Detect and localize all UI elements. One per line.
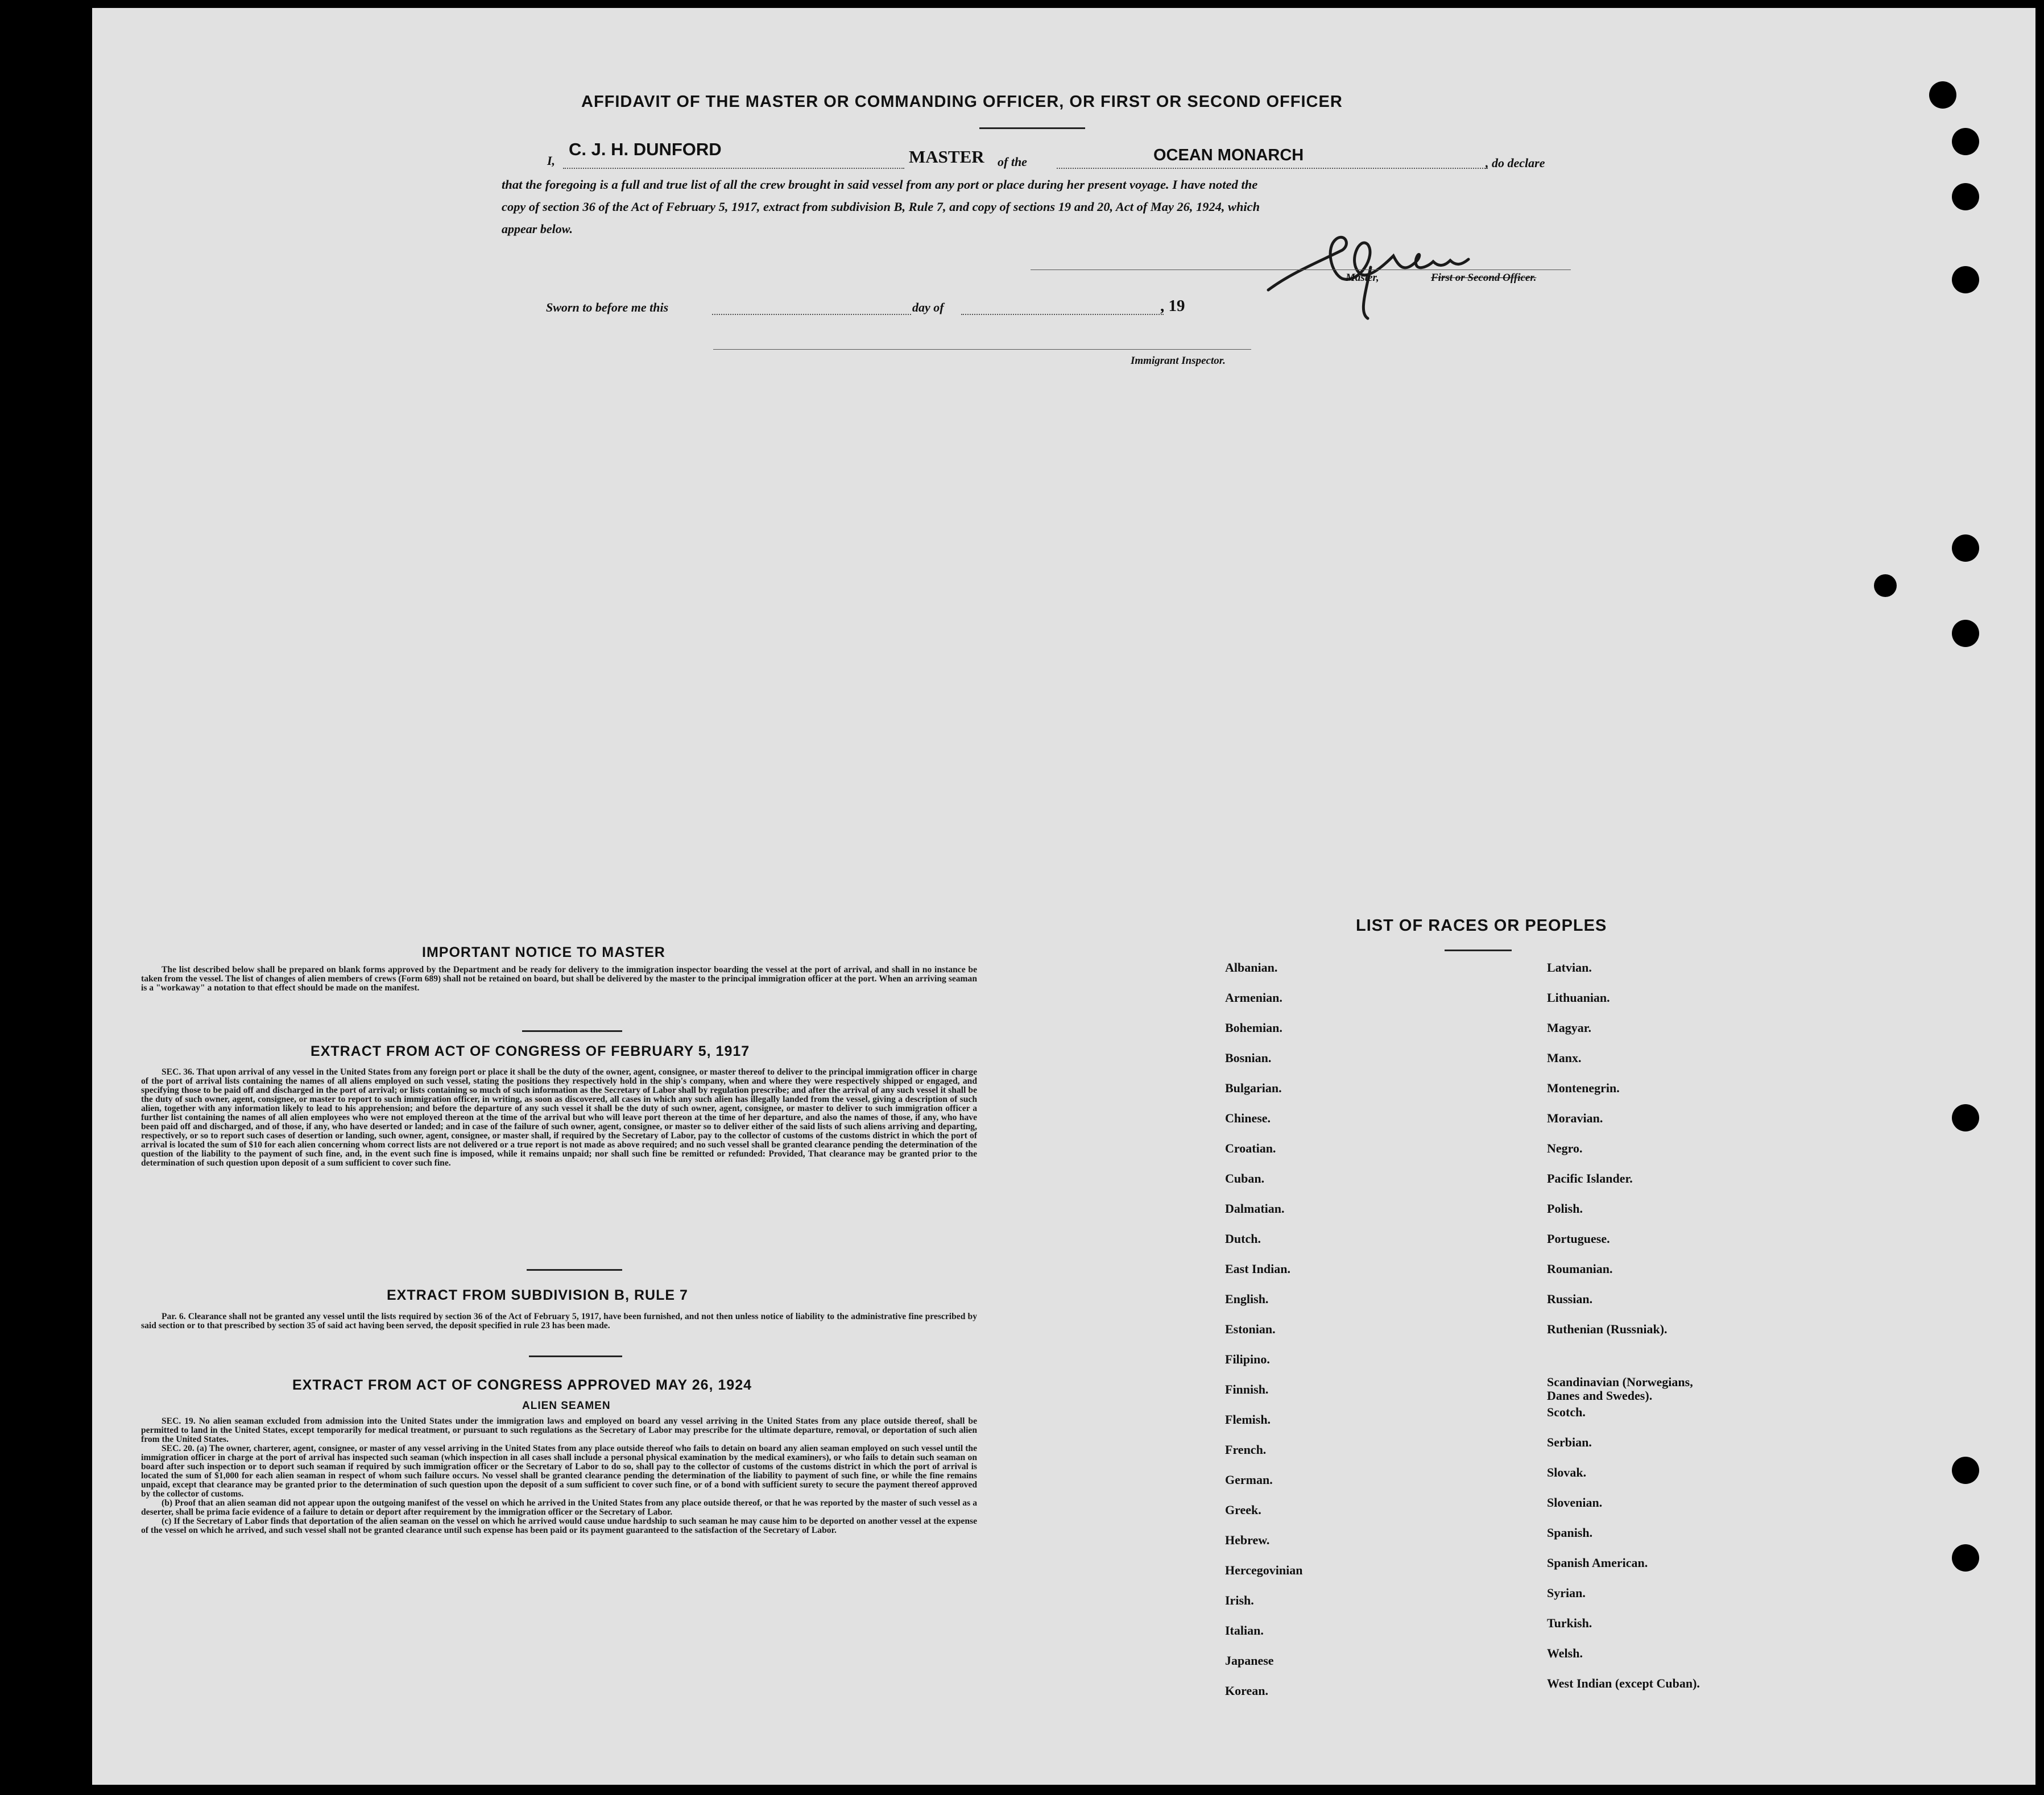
- race-item: Polish.: [1547, 1201, 1583, 1216]
- race-item: Latvian.: [1547, 960, 1592, 975]
- sworn-month-line: [961, 314, 1164, 315]
- name-line: [563, 168, 904, 169]
- race-item: Hebrew.: [1225, 1533, 1270, 1547]
- pronoun: I,: [547, 154, 556, 168]
- race-item: Irish.: [1225, 1593, 1254, 1607]
- race-item: East Indian.: [1225, 1262, 1290, 1276]
- extract-1917-title: EXTRACT FROM ACT OF CONGRESS OF FEBRUARY 5, 1917: [311, 1043, 750, 1059]
- race-item: Slovak.: [1547, 1465, 1587, 1479]
- section-19-paragraph: SEC. 19. No alien seaman excluded from admission into the United States under the immigration laws and employed on board any vessel arriving in the United States from any place outside thereof, shall be permitted to land in the United States, except temporarily for medical treatment, or pursuant to such regulations as the Secretary of Labor may prescribe for the ultimate departure, removal, or deportation of such alien from the United States.: [141, 1416, 977, 1444]
- race-item: Syrian.: [1547, 1586, 1586, 1600]
- race-item: Russian.: [1547, 1292, 1593, 1306]
- rule-7-paragraph: Par. 6. Clearance shall not be granted any vessel until the lists required by section 36 of the Act of February 5, 1917, have been furnished, and not then unless notice of liability to the administrative fine prescribed by said section or to that prescribed by section 35 of said act having been served, the deposit specified in rule 23 has been made.: [141, 1312, 977, 1330]
- extract-1924-body: [141, 1417, 977, 1535]
- punch-hole: [1952, 266, 1979, 293]
- race-item: West Indian (except Cuban).: [1547, 1676, 1700, 1690]
- race-item: Lithuanian.: [1547, 990, 1610, 1005]
- race-item: Estonian.: [1225, 1322, 1276, 1336]
- rule-7-divider: [529, 1355, 622, 1357]
- alien-seamen-subtitle: ALIEN SEAMEN: [522, 1400, 611, 1412]
- race-item: Negro.: [1547, 1141, 1583, 1155]
- master-caption: Master,: [1346, 272, 1379, 284]
- punch-hole: [1929, 81, 1956, 109]
- race-item: Slovenian.: [1547, 1495, 1603, 1510]
- race-item: English.: [1225, 1292, 1269, 1306]
- race-item: Croatian.: [1225, 1141, 1276, 1155]
- punch-hole: [1952, 1544, 1979, 1572]
- race-item: Italian.: [1225, 1623, 1264, 1638]
- title-divider: [979, 127, 1085, 129]
- extract-1917-body: [141, 1068, 977, 1168]
- notice-divider: [522, 1030, 622, 1032]
- of-the: of the: [998, 155, 1027, 169]
- section-20c-paragraph: (c) If the Secretary of Labor finds that deportation of the alien seaman on the vessel on which he arrived would cause undue hardship to such seaman he may cause him to be deported on another vessel at the expense of the vessel on which he arrived, and such vessel shall not be granted clearance until such expense has been paid or its payment guaranteed to the satisfaction of the Secretary of Labor.: [141, 1516, 977, 1535]
- notice-body: [141, 965, 977, 993]
- race-item: Albanian.: [1225, 960, 1278, 975]
- races-divider: [1445, 950, 1512, 951]
- race-item: Cuban.: [1225, 1171, 1265, 1185]
- race-item: Filipino.: [1225, 1352, 1270, 1366]
- sworn-year: , 19: [1160, 297, 1185, 315]
- race-item: Portuguese.: [1547, 1232, 1610, 1246]
- race-item: Dutch.: [1225, 1232, 1261, 1246]
- races-title: LIST OF RACES OR PEOPLES: [1356, 917, 1607, 935]
- affidavit-line-4: appear below.: [502, 222, 573, 236]
- sworn-day: day of: [912, 300, 944, 314]
- race-item: Welsh.: [1547, 1646, 1583, 1660]
- race-item: Dalmatian.: [1225, 1201, 1285, 1216]
- race-item: Armenian.: [1225, 990, 1282, 1005]
- master-name: C. J. H. DUNFORD: [569, 139, 722, 159]
- extract-1924-title: EXTRACT FROM ACT OF CONGRESS APPROVED MAY 26, 1924: [292, 1377, 752, 1393]
- race-item: Bosnian.: [1225, 1051, 1272, 1065]
- rule-7-body: [141, 1312, 977, 1330]
- punch-hole: [1952, 534, 1979, 562]
- race-item: Greek.: [1225, 1503, 1261, 1517]
- punch-hole: [1952, 620, 1979, 647]
- race-item: Finnish.: [1225, 1382, 1269, 1396]
- race-item: Moravian.: [1547, 1111, 1603, 1125]
- race-item: Montenegrin.: [1547, 1081, 1620, 1095]
- vessel-name: OCEAN MONARCH: [1153, 146, 1304, 164]
- punch-hole: [1874, 574, 1897, 597]
- punch-hole: [1952, 1104, 1979, 1131]
- race-item: Serbian.: [1547, 1435, 1592, 1449]
- do-declare: , do declare: [1486, 156, 1545, 170]
- rule-7-title: EXTRACT FROM SUBDIVISION B, RULE 7: [387, 1287, 688, 1303]
- race-item: Bulgarian.: [1225, 1081, 1282, 1095]
- race-item: Bohemian.: [1225, 1021, 1282, 1035]
- race-item: Ruthenian (Russniak).: [1547, 1322, 1668, 1336]
- punch-hole: [1952, 128, 1979, 155]
- race-item: French.: [1225, 1442, 1267, 1457]
- vessel-line: [1057, 168, 1488, 169]
- sworn-day-line: [712, 314, 911, 315]
- race-item: German.: [1225, 1473, 1273, 1487]
- race-item: Chinese.: [1225, 1111, 1271, 1125]
- section-20a-paragraph: SEC. 20. (a) The owner, charterer, agent, consignee, or master of any vessel arriving in the United States from any place outside thereof who fails to detain on board any alien seaman employed on such vessel until the immigration officer in charge at the port of arrival has inspected such seaman (which inspection in all cases shall include a personal physical examination by the medical examiners), or who fails to detain such seaman on board after such inspection or to deport such seaman if required by such immigration officer or the Secretary of Labor to do so, shall pay to the collector of customs of the customs district in which the port of arrival is located the sum of $1,000 for each alien seaman in respect of whom such failure occurs. No vessel shall be granted clearance pending the determination of the liability to payment of such fine, or while the fine remains unpaid, except that clearance may be granted prior to the determination of such question upon the deposit of a sum sufficient to cover such fine, or of a bond with sufficient surety to secure the payment thereof approved by the collector of customs.: [141, 1444, 977, 1499]
- notice-paragraph: The list described below shall be prepared on blank forms approved by the Department and be ready for delivery to the immigration inspector boarding the vessel at the port of arrival, and shall in no instance be taken from the vessel. The list of changes of alien members of crews (Form 689) shall not be retained on board, but shall be delivered by the master to the principal immigration officer at the port. When an arriving seaman is a "workaway" a notation to that effect should be made on the manifest.: [141, 965, 977, 993]
- race-item: Magyar.: [1547, 1021, 1592, 1035]
- affidavit-line-2: that the foregoing is a full and true list of all the crew brought in said vessel from any port or place during her present voyage. I have noted the: [502, 177, 1258, 192]
- race-item: Pacific Islander.: [1547, 1171, 1633, 1185]
- extract-1917-divider: [527, 1269, 622, 1271]
- inspector-caption: Immigrant Inspector.: [1131, 355, 1226, 367]
- race-item: Korean.: [1225, 1684, 1268, 1698]
- section-36-paragraph: SEC. 36. That upon arrival of any vessel in the United States from any foreign port or place it shall be the duty of the owner, agent, consignee, or master thereof to deliver to the principal immigration officer in charge of the port of arrival lists containing the names of all aliens employed on such vessel, stating the positions they respectively hold in the ship's company, when and where they were respectively shipped or engaged, and specifying those to be paid off and discharged in the port of arrival; or lists containing so much of such information as the Secretary of Labor shall by regulation prescribe; and after the arrival of any such vessel it shall be the duty of such owner, agent, consignee, or master to report to such immigration officer, in writing, as soon as discovered, all cases in which any such alien has illegally landed from the vessel, giving a description of such alien, together with any information likely to lead to his apprehension; and before the departure of any such vessel it shall be the duty of such owner, agent, consignee, or master to deliver to such immigration officer a further list containing the names of all alien employees who were not employed thereon at the time of the arrival but who will leave port thereon at the time of her departure, and also the names of those, if any, who have been paid off and discharged, and of those, if any, who have deserted or landed; and in case of the failure of such owner, agent, consignee, or master so to deliver either of the said lists of such aliens arriving and departing, respectively, or so to report such cases of desertion or landing, such owner, agent, consignee, or master shall, if required by the Secretary of Labor, pay to the collector of customs of the customs district in which the port of arrival is located the sum of $10 for each alien concerning whom correct lists are not delivered or a true report is not made as above required; and no such vessel shall be granted clearance pending the determination of the question of the liability to the payment of such fine, and, in the event such fine is imposed, while it remains unpaid; nor shall such fine be remitted or refunded: Provided, That clearance may be granted prior to the determination of such question upon deposit of a sum sufficient to cover such fine.: [141, 1067, 977, 1168]
- struck-caption: First or Second Officer.: [1431, 272, 1537, 284]
- punch-hole: [1952, 1457, 1979, 1484]
- punch-hole: [1952, 183, 1979, 210]
- section-20b-paragraph: (b) Proof that an alien seaman did not appear upon the outgoing manifest of the vessel on which he arrived in the United States from any place outside thereof, or that he was reported by the master of such vessel as a deserter, shall be prima facie evidence of a failure to detain or deport after requirement by the immigration officer or the Secretary of Labor.: [141, 1498, 977, 1517]
- race-item: Hercegovinian: [1225, 1563, 1303, 1577]
- race-item: Japanese: [1225, 1653, 1274, 1668]
- affidavit-title: AFFIDAVIT OF THE MASTER OR COMMANDING OFFICER, OR FIRST OR SECOND OFFICER: [581, 93, 1343, 111]
- sworn-prefix: Sworn to before me this: [546, 300, 669, 314]
- race-item: Spanish.: [1547, 1525, 1593, 1540]
- affidavit-line-3: copy of section 36 of the Act of February 5, 1917, extract from subdivision B, Rule 7, and copy of sections 19 and 20, Act of May 26, 1924, which: [502, 200, 1260, 214]
- race-item: Manx.: [1547, 1051, 1582, 1065]
- race-item: Flemish.: [1225, 1412, 1271, 1427]
- race-item: Scandinavian (Norwegians, Danes and Swedes).: [1547, 1375, 1693, 1403]
- notice-title: IMPORTANT NOTICE TO MASTER: [422, 944, 665, 960]
- rank: MASTER: [909, 147, 984, 167]
- master-signature: [1246, 210, 1553, 324]
- race-item: Spanish American.: [1547, 1556, 1648, 1570]
- race-item: Turkish.: [1547, 1616, 1592, 1630]
- inspector-line: [713, 349, 1251, 350]
- race-item: Roumanian.: [1547, 1262, 1613, 1276]
- race-item: Scotch.: [1547, 1405, 1586, 1419]
